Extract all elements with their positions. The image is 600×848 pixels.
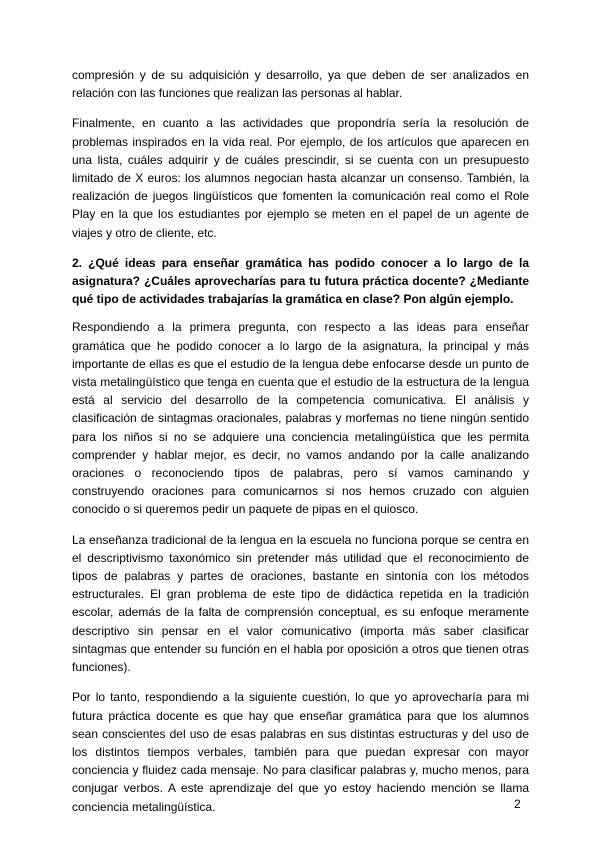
- paragraph-activities: Finalmente, en cuanto a las actividades que propondría sería la resolución de problemas inspirados en la vida real. Por ejemplo, de los artículos que aparecen en una lista, cuáles adquirir y de cuáles prescindir, si se cuenta con un presupuesto limitado de X euros: los alumnos negocian hasta alcanzar un consenso. También, la realización de juegos lingüísticos que fomenten la comunicación real como el Role Play en la que los estudiantes por ejemplo se meten en el papel de un agente de viajes y otro de cliente, etc.: [72, 116, 529, 240]
- paragraph-continuation: compresión y de su adquisición y desarrollo, ya que deben de ser analizados en relación con las funciones que realizan las personas al hablar.: [72, 68, 529, 101]
- paragraph-traditional-teaching: La enseñanza tradicional de la lengua en la escuela no funciona porque se centra en el descriptivismo taxonómico sin pretender más utilidad que el reconocimiento de tipos de palabras y partes de oraciones, bastante en sintonía con los métodos estructurales. El gran problema de este tipo de didáctica repetida en la tradición escolar, además de la falta de comprensión conceptual, es su enfoque meramente descriptivo sin pensar en el valor comunicativo (importa más saber clasificar sintagmas que entender su función en el habla por oposición a otros que tienen otras funciones).: [72, 532, 529, 675]
- question-heading: 2. ¿Qué ideas para enseñar gramática has podido conocer a lo largo de la asignatura? ¿Cuáles aprovecharías para tu futura práctica docente? ¿Mediante qué tipo de actividades trabajarías la gramática en clase? Pon algún ejemplo.: [72, 255, 529, 307]
- paragraph-future-practice: Por lo tanto, respondiendo a la siguiente cuestión, lo que yo aprovecharía para mi futura práctica docente es que hay que enseñar gramática para que los alumnos sean conscientes del uso de esas palabras en sus distintas estructuras y del uso de los distintos tiempos verbales, también para que puedan expresar con mayor conciencia y fluidez cada mensaje. No para clasificar palabras y, mucho menos, para conjugar verbos. A este aprendizaje del que yo estoy haciendo mención se llama conciencia metalingüística.: [72, 690, 529, 814]
- document-page: [72, 66, 529, 828]
- page-number: 2: [514, 797, 521, 811]
- paragraph-first-answer: Respondiendo a la primera pregunta, con respecto a las ideas para enseñar gramática que he podido conocer a lo largo de la asignatura, la principal y más importante de ellas es que el estudio de la lengua debe enfocarse desde un punto de vista metalingüístico que tenga en cuenta que el estudio de la estructura de la lengua está al servicio del desarrollo de la competencia comunicativa. El análisis y clasificación de sintagmas oracionales, palabras y morfemas no tiene ningún sentido para los niños si no se adquiere una conciencia metalingüística que les permita comprender y hablar mejor, es decir, no vamos andando por la calle analizando oraciones o reconociendo tipos de palabras, pero sí vamos caminando y construyendo oraciones para comunicarnos si nos hemos cruzado con alguien conocido o si queremos pedir un paquete de pipas en el quiosco.: [72, 320, 529, 517]
